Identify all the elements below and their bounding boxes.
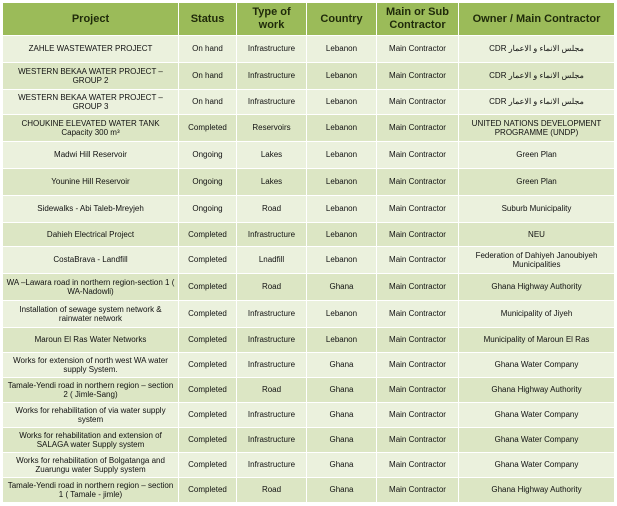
table-row [3,196,615,223]
table-row [3,478,615,503]
cell-owner: Ghana Highway Authority [459,378,615,403]
cell-project: CostaBrava - Landfill [3,247,179,274]
cell-role: Main Contractor [377,90,459,115]
cell-type: Infrastructure [237,90,307,115]
cell-country: Ghana [307,403,377,428]
cell-role: Main Contractor [377,328,459,353]
cell-role: Main Contractor [377,378,459,403]
cell-role: Main Contractor [377,274,459,301]
cell-owner: Ghana Water Company [459,453,615,478]
col-header-project: Project [3,3,179,36]
cell-type: Road [237,274,307,301]
table-row [3,142,615,169]
cell-status: On hand [179,90,237,115]
cell-owner: Ghana Water Company [459,403,615,428]
table-body [3,36,615,503]
cell-project: Maroun El Ras Water Networks [3,328,179,353]
cell-type: Road [237,196,307,223]
cell-project: Tamale-Yendi road in northern region – section 2 ( Jimle-Sang) [3,378,179,403]
cell-type: Lnadfill [237,247,307,274]
cell-type: Infrastructure [237,353,307,378]
col-header-country: Country [307,3,377,36]
table-row [3,274,615,301]
cell-role: Main Contractor [377,196,459,223]
cell-status: Completed [179,353,237,378]
cell-role: Main Contractor [377,247,459,274]
cell-type: Infrastructure [237,223,307,247]
cell-role: Main Contractor [377,142,459,169]
table-row [3,247,615,274]
cell-country: Lebanon [307,247,377,274]
cell-country: Lebanon [307,301,377,328]
cell-status: Completed [179,478,237,503]
cell-project: Sidewalks - Abi Taleb-Mreyjeh [3,196,179,223]
cell-project: CHOUKINE ELEVATED WATER TANK Capacity 300 m³ [3,115,179,142]
table-row [3,453,615,478]
cell-owner: CDR مجلس الانماء و الاعمار [459,36,615,63]
cell-status: Completed [179,378,237,403]
cell-owner: CDR مجلس الانماء و الاعمار [459,63,615,90]
cell-type: Infrastructure [237,328,307,353]
cell-owner: Federation of Dahiyeh Janoubiyeh Municipalities [459,247,615,274]
cell-role: Main Contractor [377,353,459,378]
cell-status: Completed [179,403,237,428]
cell-type: Lakes [237,142,307,169]
cell-type: Road [237,378,307,403]
cell-status: Completed [179,274,237,301]
cell-owner: UNITED NATIONS DEVELOPMENT PROGRAMME (UNDP) [459,115,615,142]
cell-country: Ghana [307,353,377,378]
table-row [3,169,615,196]
table-row [3,301,615,328]
cell-type: Infrastructure [237,403,307,428]
table-row [3,378,615,403]
cell-role: Main Contractor [377,301,459,328]
cell-status: Completed [179,428,237,453]
cell-owner: Green Plan [459,142,615,169]
cell-status: Ongoing [179,142,237,169]
cell-status: Completed [179,115,237,142]
cell-project: Installation of sewage system network & rainwater network [3,301,179,328]
cell-country: Lebanon [307,223,377,247]
cell-project: WESTERN BEKAA WATER PROJECT – GROUP 2 [3,63,179,90]
cell-country: Lebanon [307,196,377,223]
cell-project: Madwi Hill Reservoir [3,142,179,169]
cell-project: ZAHLE WASTEWATER PROJECT [3,36,179,63]
cell-type: Infrastructure [237,63,307,90]
cell-owner: Suburb Municipality [459,196,615,223]
header-row [3,3,615,36]
cell-country: Ghana [307,428,377,453]
cell-project: Works for rehabilitation and extension of SALAGA water Supply system [3,428,179,453]
table-row [3,36,615,63]
cell-type: Infrastructure [237,453,307,478]
cell-role: Main Contractor [377,223,459,247]
table-row [3,428,615,453]
cell-type: Infrastructure [237,428,307,453]
cell-role: Main Contractor [377,453,459,478]
cell-status: Completed [179,223,237,247]
cell-role: Main Contractor [377,428,459,453]
cell-project: Younine Hill Reservoir [3,169,179,196]
cell-role: Main Contractor [377,169,459,196]
cell-owner: Ghana Water Company [459,353,615,378]
col-header-owner: Owner / Main Contractor [459,3,615,36]
cell-country: Lebanon [307,169,377,196]
cell-status: Completed [179,247,237,274]
cell-owner: Ghana Highway Authority [459,478,615,503]
table-row [3,403,615,428]
cell-status: Ongoing [179,169,237,196]
table-row [3,63,615,90]
cell-owner: Municipality of Maroun El Ras [459,328,615,353]
cell-role: Main Contractor [377,403,459,428]
table-row [3,223,615,247]
cell-type: Road [237,478,307,503]
cell-country: Ghana [307,378,377,403]
cell-role: Main Contractor [377,478,459,503]
cell-owner: Municipality of Jiyeh [459,301,615,328]
cell-project: Works for rehabilitation of via water supply system [3,403,179,428]
table-row [3,90,615,115]
col-header-type: Type of work [237,3,307,36]
cell-country: Ghana [307,453,377,478]
cell-country: Lebanon [307,115,377,142]
cell-role: Main Contractor [377,36,459,63]
table-row [3,328,615,353]
cell-status: Ongoing [179,196,237,223]
cell-country: Ghana [307,274,377,301]
cell-status: On hand [179,36,237,63]
col-header-role: Main or Sub Contractor [377,3,459,36]
cell-status: Completed [179,301,237,328]
cell-project: WA –Lawara road in northern region-section 1 ( WA-Nadowli) [3,274,179,301]
cell-country: Lebanon [307,142,377,169]
cell-role: Main Contractor [377,63,459,90]
table-row [3,115,615,142]
cell-owner: Green Plan [459,169,615,196]
cell-owner: CDR مجلس الانماء و الاعمار [459,90,615,115]
cell-country: Lebanon [307,63,377,90]
cell-project: Works for extension of north west WA water supply System. [3,353,179,378]
cell-project: Works for rehabilitation of Bolgatanga and Zuarungu water Supply system [3,453,179,478]
cell-owner: Ghana Highway Authority [459,274,615,301]
cell-project: Tamale-Yendi road in northern region – section 1 ( Tamale - jimle) [3,478,179,503]
cell-country: Lebanon [307,36,377,63]
cell-type: Infrastructure [237,36,307,63]
cell-status: On hand [179,63,237,90]
cell-project: Dahieh Electrical Project [3,223,179,247]
projects-table [2,2,615,503]
cell-country: Lebanon [307,328,377,353]
cell-type: Reservoirs [237,115,307,142]
cell-status: Completed [179,453,237,478]
cell-type: Lakes [237,169,307,196]
cell-status: Completed [179,328,237,353]
cell-country: Lebanon [307,90,377,115]
table-row [3,353,615,378]
cell-project: WESTERN BEKAA WATER PROJECT – GROUP 3 [3,90,179,115]
cell-type: Infrastructure [237,301,307,328]
col-header-status: Status [179,3,237,36]
cell-role: Main Contractor [377,115,459,142]
cell-owner: Ghana Water Company [459,428,615,453]
cell-owner: NEU [459,223,615,247]
cell-country: Ghana [307,478,377,503]
